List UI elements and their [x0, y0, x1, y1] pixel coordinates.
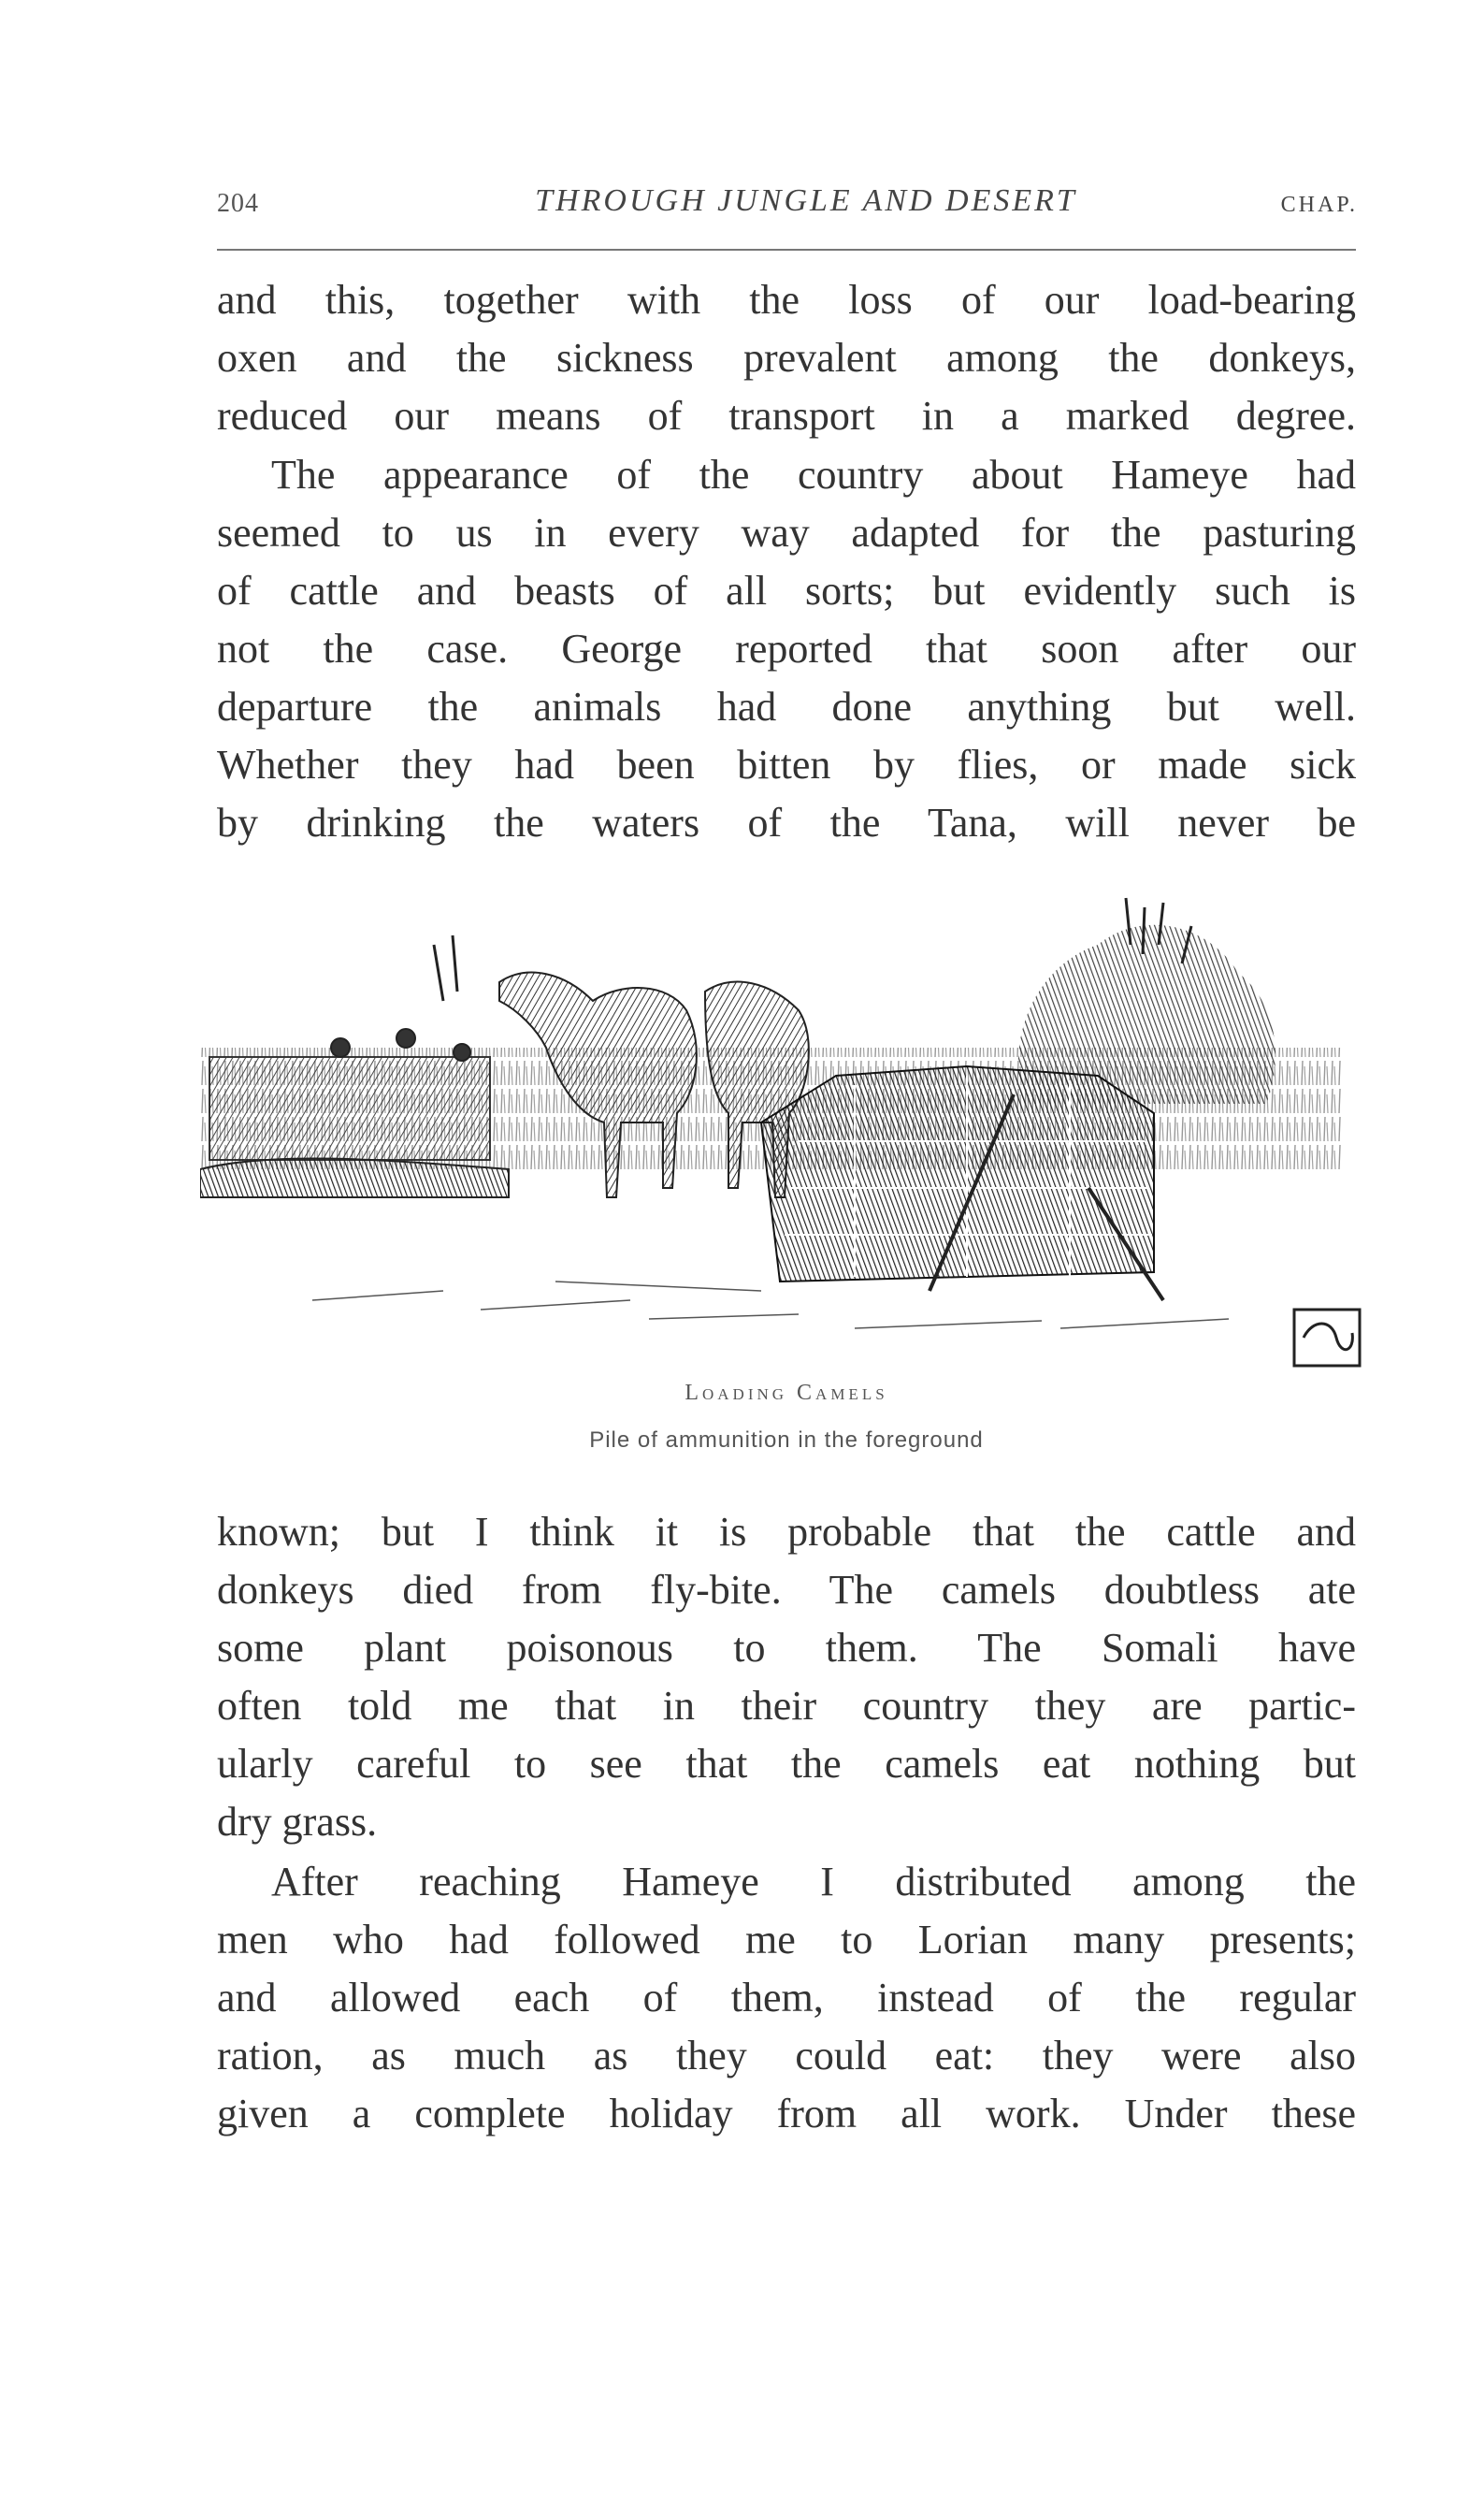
header-rule	[217, 249, 1356, 251]
paragraph-fly-bite	[217, 1503, 1356, 1851]
ammunition-pile	[761, 1066, 1163, 1300]
paragraph-continuation	[217, 271, 1356, 445]
text-line: Whether they had been bitten by flies, or made sick	[217, 742, 1356, 788]
text-line: often told me that in their country they are partic-	[217, 1683, 1356, 1729]
running-title: THROUGH JUNGLE AND DESERT	[535, 183, 1077, 218]
paragraph-hameye-presents	[217, 1853, 1356, 2143]
text-line: After reaching Hameye I distributed among the	[271, 1859, 1356, 1904]
text-line: seemed to us in every way adapted for the pasturing	[217, 510, 1356, 556]
chapter-label: CHAP.	[1280, 193, 1358, 217]
text-line: dry grass.	[217, 1799, 378, 1845]
text-line: ularly careful to see that the camels eat nothing but	[217, 1741, 1356, 1787]
page-number: 204	[217, 189, 259, 218]
figure-caption-subtitle: Pile of ammunition in the foreground	[589, 1427, 984, 1453]
text-line: The appearance of the country about Hameye had	[271, 452, 1356, 498]
text-line: of cattle and beasts of all sorts; but evidently such is	[217, 568, 1356, 614]
text-line: known; but I think it is probable that the cattle and	[217, 1509, 1356, 1555]
text-line: not the case. George reported that soon after our	[217, 626, 1356, 672]
loading-camels-illustration	[200, 889, 1378, 1375]
text-line: departure the animals had done anything but well.	[217, 684, 1356, 730]
text-line: and allowed each of them, instead of the regular	[217, 1975, 1356, 2020]
text-line: by drinking the waters of the Tana, will never be	[217, 800, 1356, 846]
paragraph-country	[217, 446, 1356, 852]
text-line: reduced our means of transport in a marked degree.	[217, 393, 1356, 439]
figure-caption-title: Loading Camels	[685, 1381, 888, 1405]
text-line: oxen and the sickness prevalent among the donkeys,	[217, 335, 1356, 381]
text-line: given a complete holiday from all work. Under these	[217, 2091, 1356, 2136]
ground-shading	[312, 1282, 1229, 1328]
text-line: ration, as much as they could eat: they were also	[217, 2033, 1356, 2078]
text-line: donkeys died from fly-bite. The camels doubtless ate	[217, 1567, 1356, 1613]
text-line: some plant poisonous to them. The Somali have	[217, 1625, 1356, 1671]
artist-monogram	[1294, 1310, 1360, 1366]
engraving-svg	[200, 889, 1378, 1375]
text-line: and this, together with the loss of our load-bearing	[217, 277, 1356, 323]
running-head	[217, 183, 1358, 230]
text-line: men who had followed me to Lorian many presents;	[217, 1917, 1356, 1962]
